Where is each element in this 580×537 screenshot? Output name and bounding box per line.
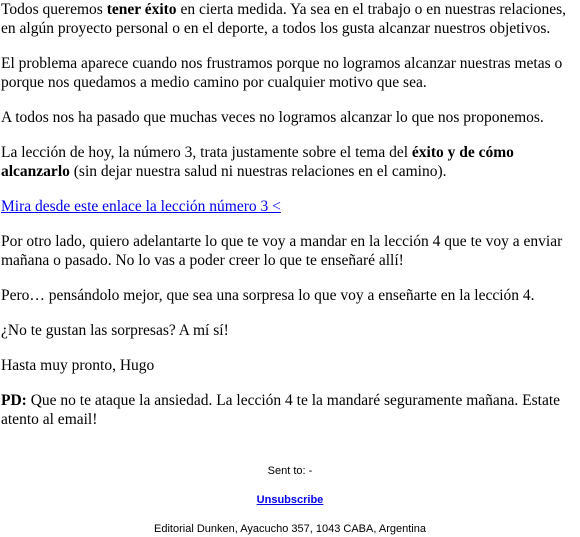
footer-sent-to: Sent to: - <box>267 465 313 477</box>
intro-text-bold: tener éxito <box>106 1 177 18</box>
lesson-topic-text-bold: éxito y de cómo alcanzarlo <box>1 144 514 180</box>
paragraph-lesson-link <box>1 197 579 216</box>
paragraph-intro <box>1 0 579 38</box>
paragraph-postscript <box>1 391 579 429</box>
lesson-topic-text-end: (sin dejar nuestra salud ni nuestras relaciones en el camino). <box>69 163 447 180</box>
unsubscribe-link[interactable]: Unsubscribe <box>256 494 324 506</box>
postscript-text: Que no te ataque la ansiedad. La lección 4 te la mandaré seguramente mañana. Estate atento al email! <box>1 392 561 428</box>
paragraph-problem: El problema aparece cuando nos frustramos porque no logramos alcanzar nuestras metas o porque nos quedamos a medio camino por cualquier motivo que sea. <box>1 55 563 91</box>
intro-text-start: Todos queremos <box>1 1 107 18</box>
paragraph-signoff: Hasta muy pronto, Hugo <box>1 357 155 374</box>
postscript-label: PD: <box>1 392 27 409</box>
paragraph-shared-experience: A todos nos ha pasado que muchas veces no logramos alcanzar lo que nos proponemos. <box>1 109 544 126</box>
footer-address: Editorial Dunken, Ayacucho 357, 1043 CABA, Argentina <box>154 523 426 535</box>
intro-text-end: en cierta medida. Ya sea en el trabajo o en nuestras relaciones, en algún proyecto personal o en el deporte, a todos los gusta alcanzar nuestros objetivos. <box>1 1 567 37</box>
lesson-3-link[interactable]: Mira desde este enlace la lección número 3 < <box>1 198 281 215</box>
email-body <box>1 0 579 445</box>
footer-unsubscribe <box>0 493 580 507</box>
paragraph-surprise: Pero… pensándolo mejor, que sea una sorpresa lo que voy a enseñarte en la lección 4. <box>1 287 535 304</box>
paragraph-lesson-topic <box>1 143 579 181</box>
paragraph-question: ¿No te gustan las sorpresas? A mí sí! <box>1 322 229 339</box>
paragraph-next-lesson: Por otro lado, quiero adelantarte lo que te voy a mandar en la lección 4 que te voy a enviar mañana o pasado. No lo vas a poder creer lo que te enseñaré allí! <box>1 233 563 269</box>
lesson-topic-text-start: La lección de hoy, la número 3, trata justamente sobre el tema del <box>1 144 412 161</box>
